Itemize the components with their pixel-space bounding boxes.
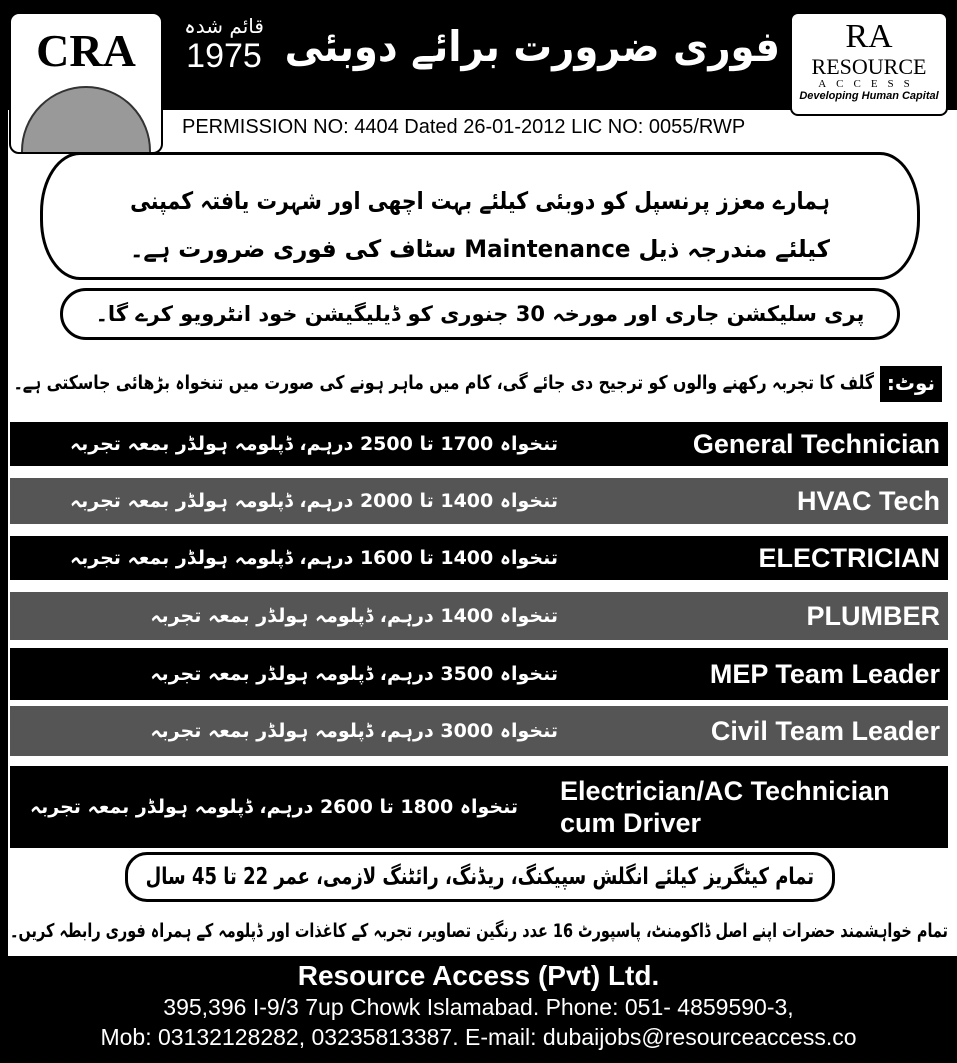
job-row: تنخواہ 1400 تا 1600 درہم، ڈپلومہ ہولڈر بمعہ تجربہ ELECTRICIAN xyxy=(10,536,948,580)
documents-text xyxy=(10,916,948,946)
selection-notice xyxy=(60,288,900,340)
text-line: تنخواہ 3000 درہم، ڈپلومہ ہولڈر بمعہ تجربہ xyxy=(150,720,558,742)
note-text xyxy=(14,368,874,398)
text-line: تنخواہ 1400 تا 2000 درہم، ڈپلومہ ہولڈر بمعہ تجربہ xyxy=(70,490,558,512)
intro-line-1 xyxy=(130,184,830,218)
text-line: تنخواہ 1400 تا 1600 درہم، ڈپلومہ ہولڈر بمعہ تجربہ xyxy=(70,547,558,569)
requirements-banner xyxy=(125,852,835,902)
contact-info xyxy=(9,1022,949,1052)
job-row: تنخواہ 1700 تا 2500 درہم، ڈپلومہ ہولڈر بمعہ تجربہ General Technician xyxy=(10,422,948,466)
resource-access-logo: RA RESOURCE ACCESS Developing Human Capital xyxy=(790,12,948,116)
contact-info-line: Mob: 03132128282, 03235813387. E-mail: dubaijobs@resourceaccess.co xyxy=(100,1024,857,1050)
job-row: تنخواہ 3500 درہم، ڈپلومہ ہولڈر بمعہ تجربہ MEP Team Leader xyxy=(10,648,948,700)
left-border xyxy=(0,0,8,1063)
address xyxy=(9,992,949,1022)
permission-text xyxy=(182,116,782,139)
intro-line-2-line: کیلئے مندرجہ ذیل Maintenance سٹاف کی فوری ضرورت ہے۔ xyxy=(129,235,830,263)
intro-line-1-line: ہمارے معزز پرنسپل کو دوبئی کیلئے بہت اچھی اور شہرت یافتہ کمپنی xyxy=(130,187,830,215)
intro-line-2 xyxy=(130,232,830,266)
job-row: تنخواہ 1400 تا 2000 درہم، ڈپلومہ ہولڈر بمعہ تجربہ HVAC Tech xyxy=(10,478,948,524)
job-row: تنخواہ 1800 تا 2600 درہم، ڈپلومہ ہولڈر بمعہ تجربہ Electrician/AC Technician cum Driver xyxy=(10,766,948,848)
text-line: تنخواہ 1800 تا 2600 درہم، ڈپلومہ ہولڈر بمعہ تجربہ xyxy=(30,796,518,818)
job-row: تنخواہ 3000 درہم، ڈپلومہ ہولڈر بمعہ تجربہ Civil Team Leader xyxy=(10,706,948,756)
text-line: Developing Human Capital xyxy=(799,90,939,102)
documents-text-line: تمام خواہشمند حضرات اپنے اصل ڈاکومنٹ، پاسپورٹ 16 عدد رنگین تصاویر، تجربہ کے کاغذات اور ڈپلومہ کے ہمراہ فوری رابطہ کریں۔ xyxy=(10,920,948,942)
note-label: نوٹ: xyxy=(880,366,942,402)
text-line: تنخواہ 3500 درہم، ڈپلومہ ہولڈر بمعہ تجربہ xyxy=(150,663,558,685)
page-title-line: فوری ضرورت برائے دوبئی xyxy=(284,22,780,71)
company-name: Resource Access (Pvt) Ltd. xyxy=(297,960,660,991)
selection-notice-line: پری سلیکشن جاری اور مورخہ 30 جنوری کو ڈیلیگیشن خود انٹرویو کرے گا۔ xyxy=(95,302,865,326)
established: قائم شدہ 1975 xyxy=(184,14,264,75)
text-line: تنخواہ 1700 تا 2500 درہم، ڈپلومہ ہولڈر بمعہ تجربہ xyxy=(70,433,558,455)
permission-text-line: PERMISSION NO: 4404 Dated 26-01-2012 LIC NO: 0055/RWP xyxy=(182,116,746,138)
requirements-banner-line: تمام کیٹگریز کیلئے انگلش سپیکنگ، ریڈنگ، رائٹنگ لازمی، عمر 22 تا 45 سال xyxy=(145,864,814,890)
footer xyxy=(0,956,957,1063)
job-row: تنخواہ 1400 درہم، ڈپلومہ ہولڈر بمعہ تجربہ PLUMBER xyxy=(10,592,948,640)
globe-icon xyxy=(21,86,151,154)
cra-logo: CRA xyxy=(9,12,163,154)
note-text-line: گلف کا تجربہ رکھنے والوں کو ترجیح دی جائے گی، کام میں ماہر ہونے کی صورت میں تنخواہ بڑھائی جاسکتی ہے۔ xyxy=(13,372,874,394)
text-line: تنخواہ 1400 درہم، ڈپلومہ ہولڈر بمعہ تجربہ xyxy=(150,605,558,627)
text-line: قائم شدہ xyxy=(184,14,264,38)
address-line: 395,396 I-9/3 7up Chowk Islamabad. Phone: 051- 4859590-3, xyxy=(163,994,794,1020)
page-title xyxy=(285,22,780,71)
